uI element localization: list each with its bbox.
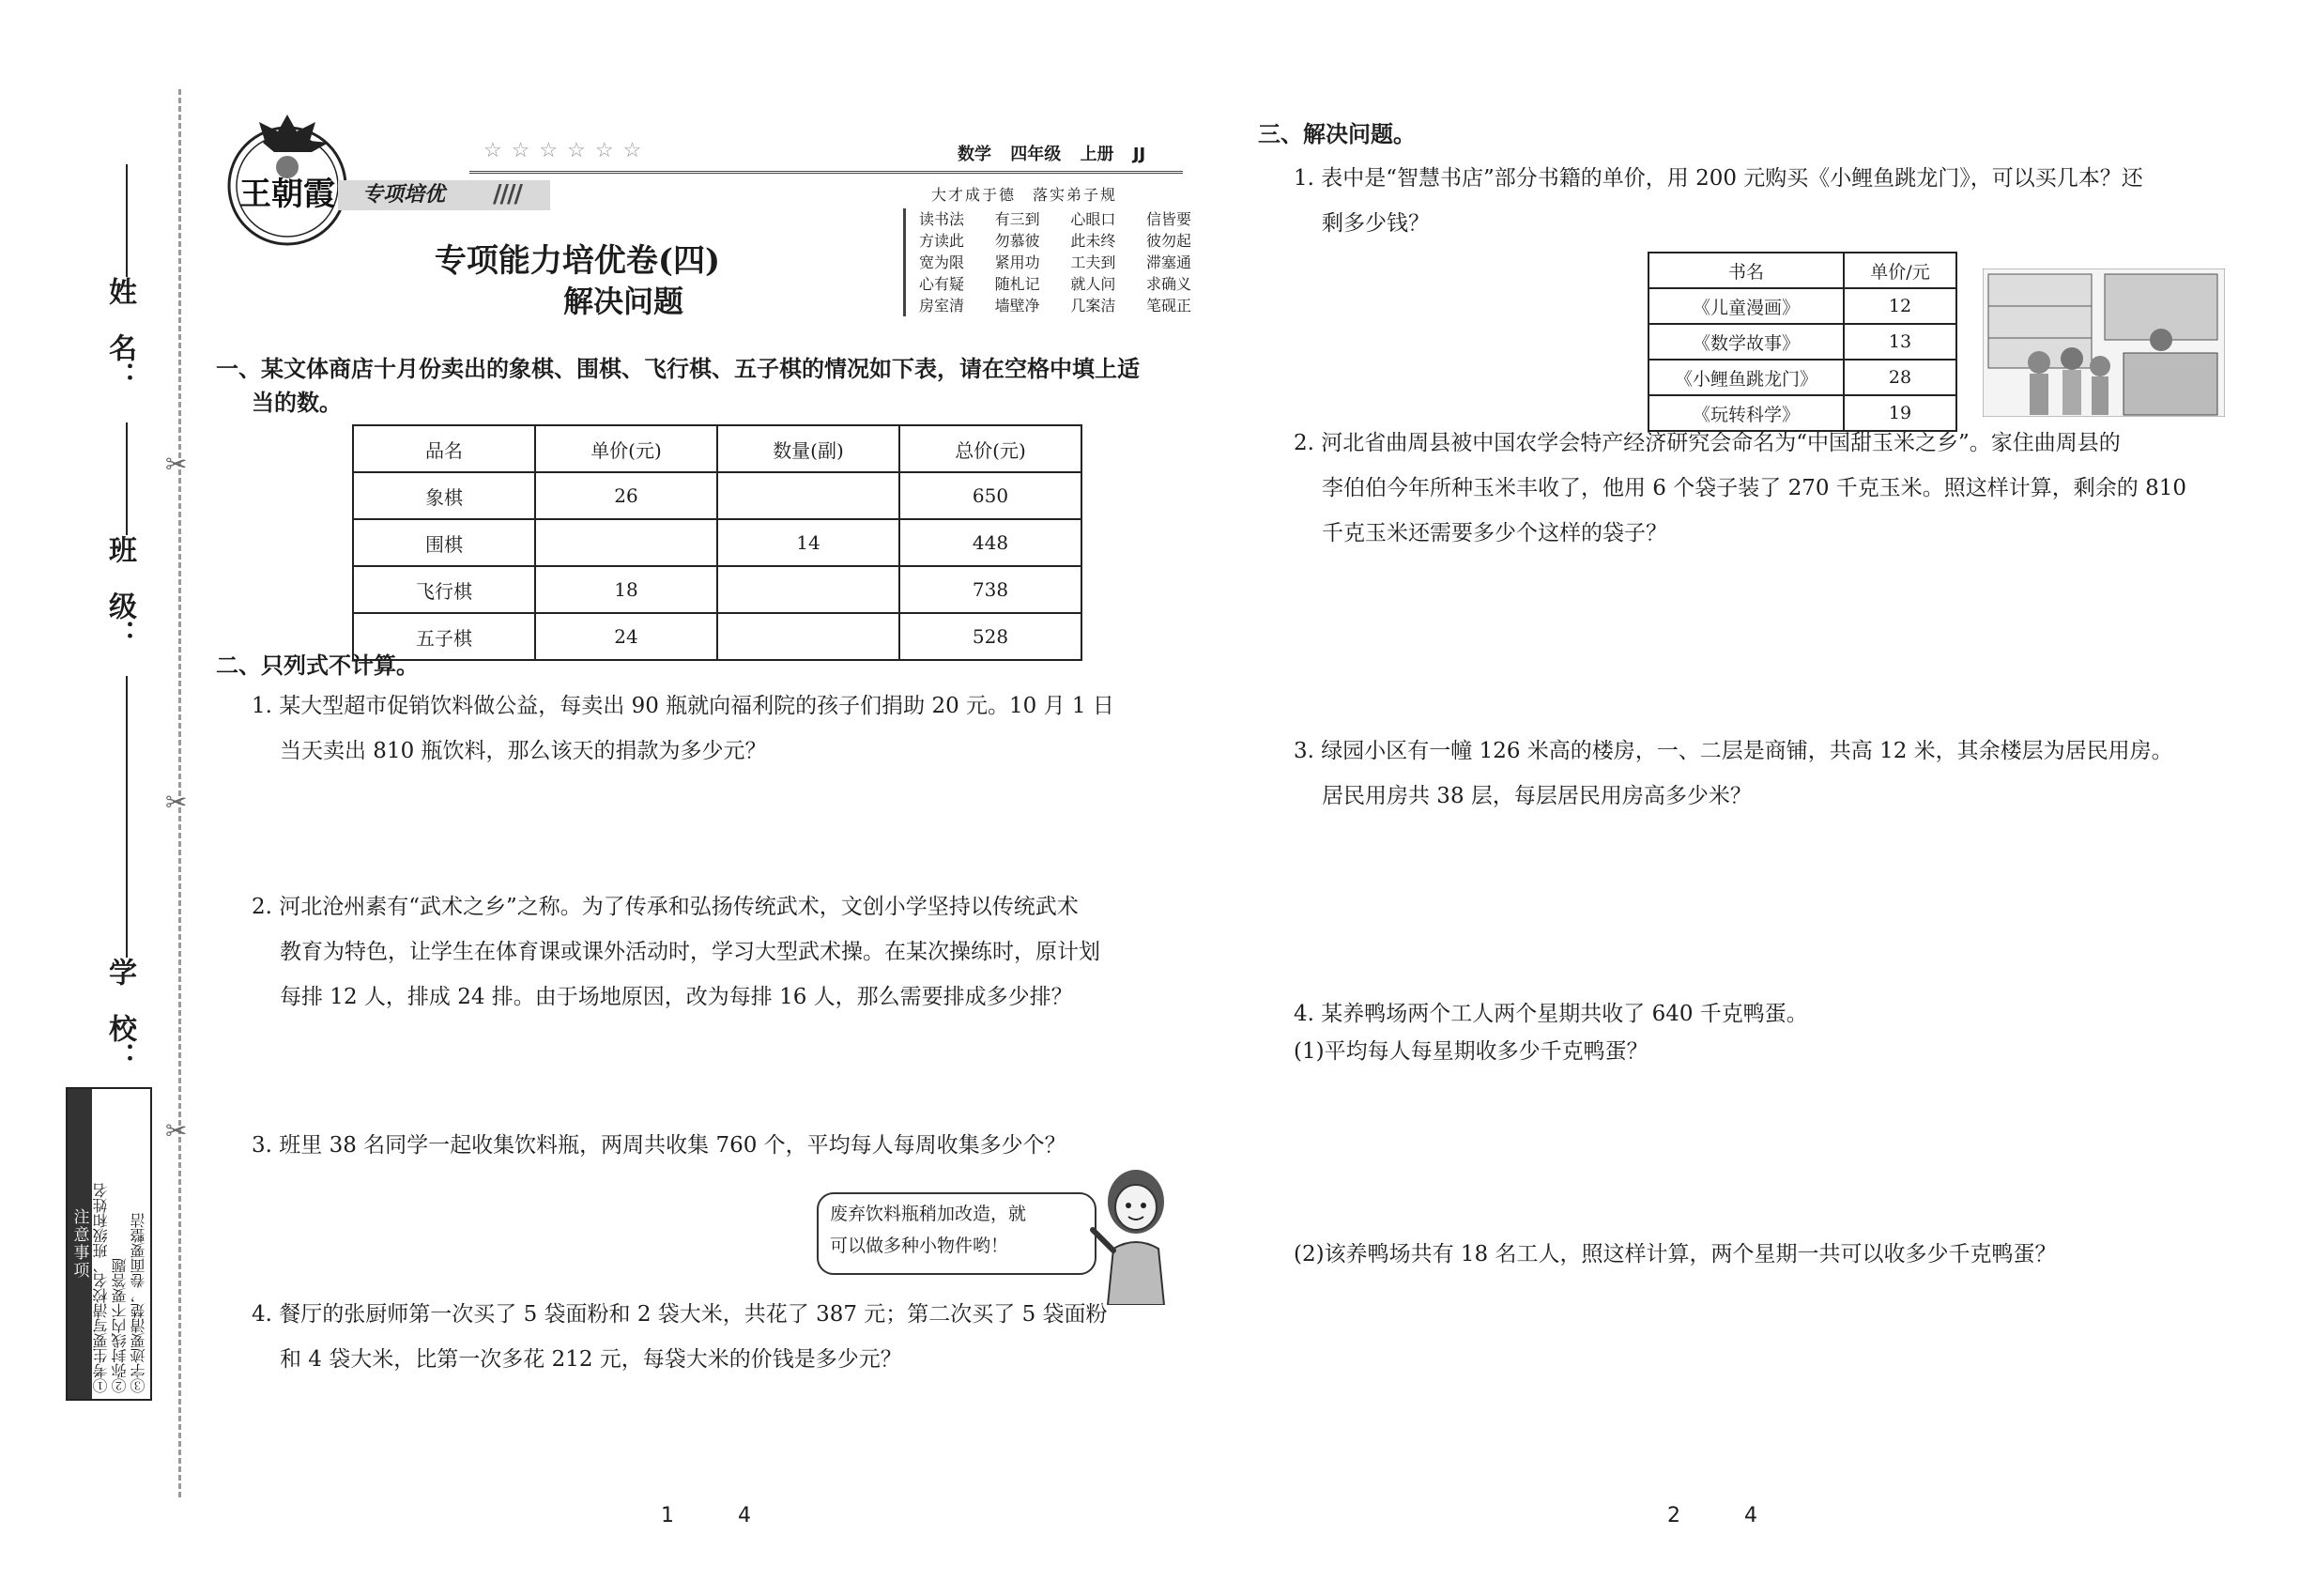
table-cell: 26 (535, 472, 717, 519)
s3-question-4b: (2)该养鸭场共有 18 名工人，照这样计算，两个星期一共可以收多少千克鸭蛋？ (1294, 1242, 2057, 1266)
brand-logo (218, 111, 357, 250)
table-header-row (353, 425, 1081, 472)
question-line: 2. 河北省曲周县被中国农学会特产经济研究会命名为“中国甜玉米之乡”。家住曲周县的 (1294, 431, 2121, 455)
motto-row (919, 208, 1191, 230)
subject-bar (958, 141, 1158, 165)
motto-cell: 几案洁 (1070, 297, 1116, 315)
paper-title: 专项能力培优卷(四) (434, 242, 721, 280)
table-row (1648, 360, 1956, 395)
bubble-line: 可以做多种小物件哟！ (830, 1235, 1009, 1256)
motto-row (919, 295, 1191, 316)
table-cell: 《玩转科学》 (1648, 395, 1844, 431)
left-page-total: 4 (738, 1504, 751, 1527)
table-cell: 13 (1844, 324, 1956, 360)
notes-box (66, 1087, 152, 1401)
note-item: ③字迹要清楚，卷面要整洁 (130, 1213, 147, 1393)
table-row (1648, 324, 1956, 360)
table-cell: 象棋 (353, 472, 535, 519)
table-header: 总价(元) (899, 425, 1081, 472)
question-line: 当天卖出 810 瓶饮料，那么该天的捐款为多少元？ (280, 739, 767, 763)
blank-cell[interactable] (717, 472, 899, 519)
motto-cell: 读书法 (919, 210, 965, 228)
motto-cell: 勿慕彼 (994, 232, 1040, 250)
motto-cell: 求确义 (1145, 275, 1191, 293)
table-cell: 14 (717, 519, 899, 566)
table-cell: 《小鲤鱼跳龙门》 (1648, 360, 1844, 395)
notes-title: 注意事项 (68, 1089, 92, 1399)
scissor-icon: ✂ (165, 1115, 188, 1146)
table-row (353, 566, 1081, 613)
s3-question-2 (1294, 421, 2186, 556)
right-page-total: 4 (1744, 1504, 1757, 1527)
section1-heading: 一、某文体商店十月份卖出的象棋、围棋、飞行棋、五子棋的情况如下表，请在空格中填上适 (216, 356, 1140, 382)
table-header: 单价/元 (1844, 253, 1956, 288)
table-cell: 围棋 (353, 519, 535, 566)
question-line: 3. 班里 38 名同学一起收集饮料瓶，两周共收集 760 个，平均每人每周收集多少个？ (252, 1133, 1066, 1158)
girl-illustration (1080, 1164, 1192, 1305)
table-cell: 19 (1844, 395, 1956, 431)
table-cell: 28 (1844, 360, 1956, 395)
s3-question-3 (1294, 729, 2173, 819)
right-page-number: 2 (1667, 1504, 1680, 1527)
question-line: 4. 餐厅的张厨师第一次买了 5 袋面粉和 2 袋大米，共花了 387 元；第二次买了 5 袋面粉 (252, 1302, 1108, 1327)
section-tag: 专项培优 (338, 180, 550, 210)
name-line (126, 164, 128, 277)
s2-question-2 (252, 884, 1100, 1020)
motto-cell: 心眼口 (1070, 210, 1116, 228)
motto-cell: 房室清 (919, 297, 965, 315)
question-line: 3. 绿园小区有一幢 126 米高的楼房，一、二层是商铺，共高 12 米，其余楼层为居民用房。 (1294, 739, 2173, 763)
table-row (353, 519, 1081, 566)
motto-cell: 随札记 (994, 275, 1040, 293)
table-cell: 五子棋 (353, 613, 535, 660)
motto-cell: 工夫到 (1070, 253, 1116, 271)
table-header: 数量(副) (717, 425, 899, 472)
question-line: 1. 表中是“智慧书店”部分书籍的单价，用 200 元购买《小鲤鱼跳龙门》，可以买几本？还 (1294, 166, 2143, 191)
logo-text: 王朝霞 (239, 176, 335, 213)
s2-question-1 (252, 683, 1114, 774)
name-label: 姓 名： (103, 277, 136, 390)
motto-cell: 滞塞通 (1145, 253, 1191, 271)
note-item: ①考生要写清校名、班级和姓名 (92, 1183, 110, 1393)
school-line (126, 676, 128, 958)
table-cell: 18 (535, 566, 717, 613)
table-header: 品名 (353, 425, 535, 472)
note-item: ②弥封线内不要答题 (111, 1258, 129, 1393)
table-cell: 448 (899, 519, 1081, 566)
question-line: 2. 河北沧州素有“武术之乡”之称。为了传承和弘扬传统武术，文创小学坚持以传统武术 (252, 895, 1079, 919)
header-rule (469, 171, 1183, 174)
table-cell: 738 (899, 566, 1081, 613)
table-cell: 24 (535, 613, 717, 660)
slash-decoration: //// (493, 180, 521, 208)
table-row (353, 613, 1081, 660)
question-line: 千克玉米还需要多少个这样的袋子？ (1322, 521, 1667, 545)
table-cell: 《数学故事》 (1648, 324, 1844, 360)
scissor-icon: ✂ (165, 787, 188, 818)
school-label: 学 校： (103, 958, 136, 1070)
bookstore-illustration (1983, 269, 2225, 417)
table-cell: 《儿童漫画》 (1648, 288, 1844, 324)
motto-cell: 笔砚正 (1145, 297, 1191, 315)
s3-question-4a: (1)平均每人每星期收多少千克鸭蛋？ (1294, 1039, 1648, 1064)
s3-question-1 (1294, 156, 2143, 246)
book-price-table (1648, 252, 1957, 432)
motto-cell: 宽为限 (919, 253, 965, 271)
volume-label: 上册 (1080, 145, 1114, 164)
scissor-icon: ✂ (165, 449, 188, 480)
s3-question-4: 4. 某养鸭场两个工人两个星期共收了 640 千克鸭蛋。 (1294, 1002, 1808, 1026)
section2-heading: 二、只列式不计算。 (216, 652, 419, 679)
paper-subtitle: 解决问题 (563, 284, 684, 319)
motto-cell: 紧用功 (994, 253, 1040, 271)
section1-heading-cont: 当的数。 (252, 390, 342, 416)
subject-label: 数学 (958, 145, 991, 164)
class-field[interactable] (99, 422, 155, 648)
table-row (353, 472, 1081, 519)
table-cell: 528 (899, 613, 1081, 660)
motto-cell: 方读此 (919, 232, 965, 250)
s2-question-3 (252, 1123, 1066, 1168)
question-line: 教育为特色，让学生在体育课或课外活动时，学习大型武术操。在某次操练时，原计划 (280, 940, 1100, 964)
motto-cell: 墙壁净 (994, 297, 1040, 315)
grade-label: 四年级 (1010, 145, 1062, 164)
blank-cell[interactable] (717, 613, 899, 660)
left-page-number: 1 (661, 1504, 674, 1527)
motto-cell: 彼勿起 (1145, 232, 1191, 250)
bubble-line: 废弃饮料瓶稍加改造，就 (830, 1204, 1027, 1224)
blank-cell[interactable] (535, 519, 717, 566)
motto-cell: 就人问 (1070, 275, 1116, 293)
class-label: 班 级： (103, 535, 136, 648)
motto-row (919, 252, 1191, 273)
motto-cell: 心有疑 (919, 275, 965, 293)
edition-label: JJ (1132, 145, 1146, 164)
table-header: 单价(元) (535, 425, 717, 472)
table-header: 书名 (1648, 253, 1844, 288)
table-cell: 12 (1844, 288, 1956, 324)
table-row (1648, 288, 1956, 324)
motto-cell: 有三到 (994, 210, 1040, 228)
motto-row (919, 273, 1191, 295)
name-field[interactable] (99, 164, 155, 390)
motto-cell: 此未终 (1070, 232, 1116, 250)
class-line (126, 422, 128, 535)
question-line: 1. 某大型超市促销饮料做公益，每卖出 90 瓶就向福利院的孩子们捐助 20 元。10 月 1 日 (252, 694, 1114, 718)
table-cell: 飞行棋 (353, 566, 535, 613)
motto-grid (903, 208, 1191, 316)
s2-question-4 (252, 1292, 1108, 1382)
table-cell: 650 (899, 472, 1081, 519)
question-line: 和 4 袋大米，比第一次多花 212 元，每袋大米的价钱是多少元？ (280, 1347, 902, 1372)
table-header-row (1648, 253, 1956, 288)
difficulty-stars: ☆☆☆☆☆☆ (483, 139, 652, 162)
school-field[interactable] (99, 676, 155, 1070)
motto-row (919, 230, 1191, 252)
motto-cell: 信皆要 (1145, 210, 1191, 228)
section3-heading: 三、解决问题。 (1258, 121, 1416, 147)
question-line: 每排 12 人，排成 24 排。由于场地原因，改为每排 16 人，那么需要排成多少排？ (280, 985, 1073, 1009)
question-line: 李伯伯今年所种玉米丰收了，他用 6 个袋子装了 270 千克玉米。照这样计算，剩余的 810 (1322, 476, 2186, 500)
blank-cell[interactable] (717, 566, 899, 613)
speech-bubble (817, 1192, 1096, 1275)
question-line: 剩多少钱？ (1322, 211, 1430, 236)
motto-title: 大才成于德 落实弟子规 (931, 186, 1118, 204)
question-line: 居民用房共 38 层，每层居民用房高多少米？ (1322, 784, 1752, 808)
chess-sales-table (352, 424, 1082, 661)
